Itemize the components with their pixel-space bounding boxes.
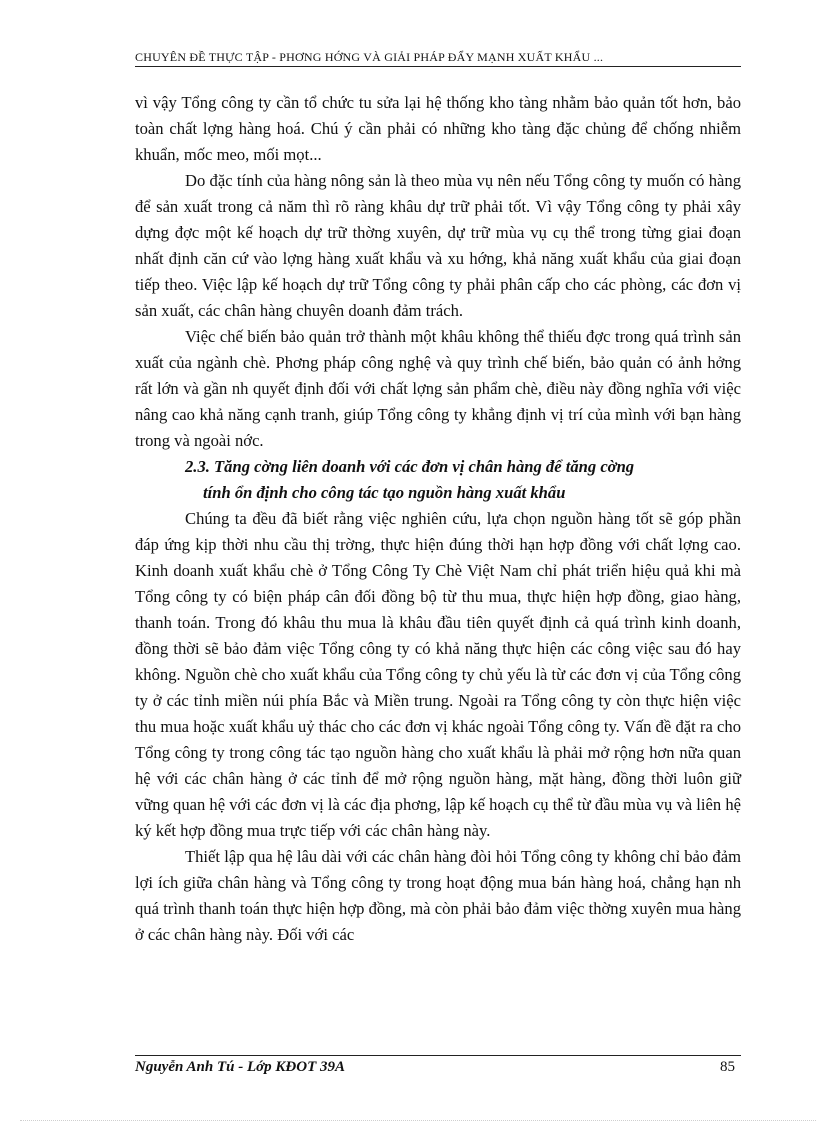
document-body [135,90,741,948]
page-footer [135,1055,741,1076]
page-edge-divider [20,1120,816,1121]
paragraph-3: Việc chế biến bảo quản trở thành một khâu không thể thiếu đợc trong quá trình sản xuất của ngành chè. Phơng pháp công nghệ và quy trình chế biến, bảo quản có ảnh hởng rất lớn và gần nh quyết định đối với chất lợng sản phẩm chè, điều này đồng nghĩa với việc nâng cao khả năng cạnh tranh, giúp Tổng công ty khẳng định vị trí của mình với bạn hàng trong và ngoài nớc. [135,327,741,450]
page-number: 85 [720,1059,735,1075]
paragraph-1: vì vậy Tổng công ty cần tổ chức tu sửa lại hệ thống kho tàng nhằm bảo quản tốt hơn, bảo toàn chất lợng hàng hoá. Chú ý cần phải có những kho tàng đặc chủng để chống nhiễm khuẩn, mốc meo, mối mọt... [135,93,741,164]
section-heading [135,454,741,506]
footer-author: Nguyễn Anh Tú - Lớp KĐOT 39A [135,1059,346,1075]
paragraph-5: Thiết lập qua hệ lâu dài với các chân hàng đòi hỏi Tổng công ty không chỉ bảo đảm lợi ích giữa chân hàng và Tổng công ty trong hoạt động mua bán hàng hoá, chẳng hạn nh quá trình thanh toán thực hiện hợp đồng, mà còn phải bảo đảm việc thờng xuyên mua hàng ở các chân hàng này. Đối với các [135,847,741,944]
paragraph-2: Do đặc tính của hàng nông sản là theo mùa vụ nên nếu Tổng công ty muốn có hàng để sản xuất trong cả năm thì rõ ràng khâu dự trữ phải tốt. Vì vậy Tổng công ty phải xây dựng đợc một kế hoạch dự trữ thờng xuyên, dự trữ mùa vụ cụ thể trong từng giai đoạn nhất định căn cứ vào lợng hàng xuất khẩu và xu hớng, khả năng xuất khẩu của giai đoạn tiếp theo. Việc lập kế hoạch dự trữ Tổng công ty phải phân cấp cho các phòng, các đơn vị sản xuất, các chân hàng chuyên doanh đảm trách. [135,171,741,320]
header-title: CHUYÊN ĐỀ THỰC TẬP - PHƠNG HỚNG VÀ GIẢI PHÁP ĐẨY MẠNH XUẤT KHẨU ... [135,50,604,64]
section-heading-line-2: tính ổn định cho công tác tạo nguồn hàng xuất khẩu [203,483,566,502]
paragraph-4: Chúng ta đều đã biết rằng việc nghiên cứu, lựa chọn nguồn hàng tốt sẽ góp phần đáp ứng kịp thời nhu cầu thị trờng, thực hiện đúng thời hạn hợp đồng với chất lợng cao. Kinh doanh xuất khẩu chè ở Tổng Công Ty Chè Việt Nam chỉ phát triển hiệu quả khi mà Tổng công ty có biện pháp cân đối đồng bộ từ thu mua, thực hiện hợp đồng, giao hàng, thanh toán. Trong đó khâu thu mua là khâu đầu tiên quyết định cả quá trình kinh doanh, đồng thời sẽ bảo đảm việc Tổng công ty có khả năng thực hiện các công việc sau đó hay không. Nguồn chè cho xuất khẩu của Tổng công ty chủ yếu là từ các đơn vị của Tổng công ty ở các tỉnh miền núi phía Bắc và Miền trung. Ngoài ra Tổng công ty còn thực hiện việc thu mua hoặc xuất khẩu uỷ thác cho các đơn vị khác ngoài Tổng công ty. Vấn đề đặt ra cho Tổng công ty trong công tác tạo nguồn hàng cho xuất khẩu là phải mở rộng hơn nữa quan hệ với các chân hàng ở các tỉnh để mở rộng nguồn hàng, mặt hàng, đồng thời luôn giữ vững quan hệ với các đơn vị là các địa phơng, lập kế hoạch cụ thể từ đầu mùa vụ và liên hệ ký kết hợp đồng mua trực tiếp với các chân hàng này. [135,509,741,840]
page-header [135,50,741,67]
section-heading-line-1: 2.3. Tăng cờng liên doanh với các đơn vị chân hàng để tăng cờng [185,457,635,476]
